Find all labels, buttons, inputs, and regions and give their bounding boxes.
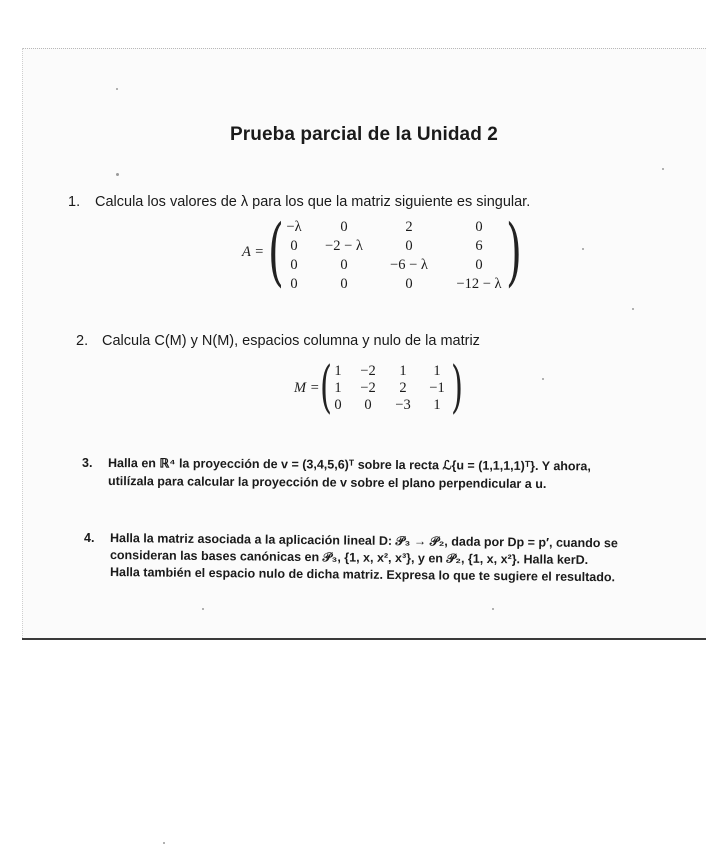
problem-text: Calcula C(M) y N(M), espacios columna y nulo de la matriz: [102, 333, 480, 349]
scan-speck: [542, 378, 544, 380]
scan-speck: [582, 248, 584, 250]
matrix-cell: −1: [429, 380, 445, 396]
problem-text: Calcula los valores de λ para los que la matriz siguiente es singular.: [95, 194, 531, 210]
matrix-cell: 0: [405, 276, 413, 292]
scan-speck: [163, 842, 165, 844]
matrix-cell: 1: [334, 363, 342, 379]
matrix-cell: 0: [290, 257, 298, 273]
scanned-page: [22, 48, 706, 640]
page-top-edge: [22, 48, 706, 50]
scan-speck: [662, 168, 664, 170]
matrix-cell: −12 − λ: [456, 276, 502, 292]
scan-speck: [202, 608, 204, 610]
scan-speck: [116, 88, 118, 90]
page-title: Prueba parcial de la Unidad 2: [230, 124, 498, 145]
problem-text-line: Halla también el espacio nulo de dicha matriz. Expresa lo que te sugiere el resultado.: [109, 565, 616, 585]
matrix-label: A =: [242, 244, 265, 260]
matrix-cell: 0: [340, 219, 348, 235]
right-paren: ): [451, 355, 464, 420]
matrix-cell: −λ: [286, 219, 302, 235]
matrix-cell: 0: [290, 276, 298, 292]
matrix-cell: 0: [364, 397, 372, 413]
matrix-cell: 1: [399, 363, 407, 379]
matrix-cell: 1: [334, 380, 342, 396]
matrix-label: M =: [294, 380, 320, 396]
matrix-cell: 0: [475, 219, 483, 235]
problem-number: 1.: [68, 194, 81, 210]
right-paren: ): [506, 209, 522, 295]
scan-speck: [492, 608, 494, 610]
matrix-cell: 0: [340, 257, 348, 273]
matrix-cell: 2: [399, 380, 407, 396]
matrix-cell: −2 − λ: [325, 238, 363, 254]
scan-speck: [632, 308, 634, 310]
problem-number: 4.: [84, 531, 95, 545]
left-paren: (: [268, 209, 284, 295]
left-paren: (: [320, 355, 333, 420]
matrix-cell: 0: [475, 257, 483, 273]
matrix-cell: 0: [405, 238, 413, 254]
problem-number: 2.: [76, 333, 89, 349]
problem-text-line: Halla en ℝ⁴ la proyección de v = (3,4,5,6)ᵀ sobre la recta ℒ{u = (1,1,1,1)ᵀ}. Y ahora,: [107, 456, 591, 474]
matrix-cell: 0: [340, 276, 348, 292]
matrix-cell: 0: [334, 397, 342, 413]
scan-speck: [116, 173, 119, 176]
matrix-cell: −2: [360, 380, 376, 396]
matrix-cell: −3: [395, 397, 411, 413]
matrix-cell: −2: [360, 363, 376, 379]
matrix-cell: 6: [475, 238, 483, 254]
matrix-cell: 1: [433, 363, 441, 379]
matrix-cell: 0: [290, 238, 298, 254]
problem-number: 3.: [82, 456, 93, 470]
matrix-cell: −6 − λ: [390, 257, 428, 273]
matrix-cell: 2: [405, 219, 413, 235]
problem-text-line: utilízala para calcular la proyección de v sobre el plano perpendicular a u.: [107, 474, 547, 492]
matrix-cell: 1: [433, 397, 441, 413]
problem-text-line: Halla la matriz asociada a la aplicación lineal D: 𝒫₃ → 𝒫₂, dada por Dp = p′, cuando se: [109, 531, 618, 551]
problem-text-line: consideran las bases canónicas en 𝒫₃, {1, x, x², x³}, y en 𝒫₂, {1, x, x²}. Halla kerD.: [109, 548, 589, 568]
